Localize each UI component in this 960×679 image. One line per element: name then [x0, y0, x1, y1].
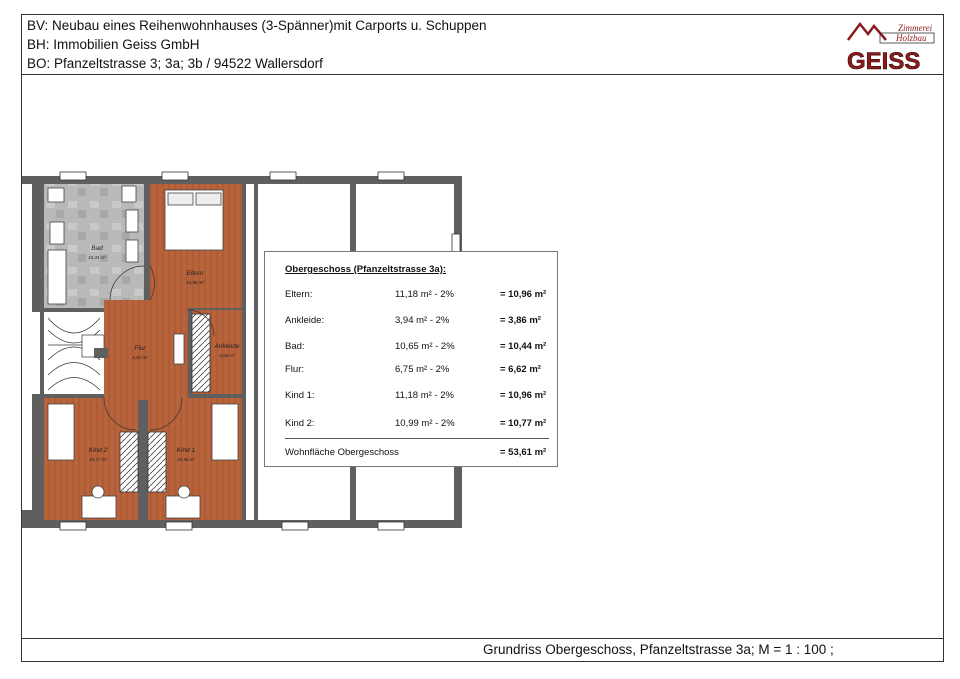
room-calc: 11,18 m² - 2%	[395, 289, 454, 300]
room-name: Kind 2:	[285, 418, 315, 429]
table-row	[285, 341, 547, 355]
footer-caption: Grundriss Obergeschoss, Pfanzeltstrasse 3a; M = 1 : 100 ;	[483, 642, 834, 657]
total-value: = 53,61 m²	[500, 447, 547, 458]
footer-bar	[21, 638, 944, 662]
shower	[50, 222, 64, 244]
logo-line1: Zimmerei	[898, 23, 933, 33]
logo-line2: Holzbau	[896, 33, 927, 43]
room-calc: 11,18 m² - 2%	[395, 390, 454, 401]
label-kind2: Kind 2	[88, 447, 108, 454]
label-ankleide: Ankleide	[214, 343, 240, 350]
desk-kind1	[166, 496, 200, 518]
area-table-title: Obergeschoss (Pfanzeltstrasse 3a):	[285, 264, 447, 275]
room-name: Eltern:	[285, 289, 313, 300]
total-row	[285, 447, 547, 461]
location-line: BO: Pfanzeltstrasse 3; 3a; 3b / 94522 Wallersdorf	[27, 56, 323, 71]
room-name: Kind 1:	[285, 390, 315, 401]
table-row	[285, 364, 547, 378]
desk-kind2	[82, 496, 116, 518]
area-kind1: 10,96 m²	[177, 457, 195, 462]
room-result: = 10,77 m²	[500, 418, 547, 429]
room-calc: 6,75 m² - 2%	[395, 364, 450, 375]
sink	[126, 210, 138, 232]
room-result: = 10,96 m²	[500, 289, 547, 300]
table-row	[285, 315, 547, 329]
label-bad: Bad	[91, 245, 103, 252]
label-eltern: Eltern	[186, 270, 204, 277]
table-row	[285, 390, 547, 404]
wardrobe-kind2	[120, 432, 138, 492]
bed-kind1	[212, 404, 238, 460]
logo-name: GEISS	[847, 48, 921, 74]
area-bad: 10,44 m²	[88, 255, 106, 260]
toilet	[48, 188, 64, 202]
room-name: Bad:	[285, 341, 305, 352]
label-kind1: Kind 1	[176, 447, 196, 454]
bed-eltern	[165, 190, 223, 250]
room-result: = 10,96 m²	[500, 390, 547, 401]
total-label: Wohnfläche Obergeschoss	[285, 447, 399, 458]
area-kind2: 10,77 m²	[89, 457, 107, 462]
room-result: = 6,62 m²	[500, 364, 541, 375]
area-eltern: 10,96 m²	[186, 280, 204, 285]
area-ankleide: 3,86 m²	[219, 353, 235, 358]
room-result: = 3,86 m²	[500, 315, 541, 326]
room-calc: 10,65 m² - 2%	[395, 341, 455, 352]
area-flur: 6,62 m²	[132, 355, 148, 360]
table-row	[285, 289, 547, 303]
room-name: Ankleide:	[285, 315, 325, 326]
bed-kind2	[48, 404, 74, 460]
wardrobe-kind1	[148, 432, 166, 492]
area-table	[264, 251, 558, 467]
room-result: = 10,44 m²	[500, 341, 547, 352]
wardrobe-ankleide	[192, 314, 210, 392]
client-line: BH: Immobilien Geiss GmbH	[27, 37, 200, 52]
label-flur: Flur	[134, 345, 146, 352]
table-divider	[285, 438, 549, 439]
room-name: Flur:	[285, 364, 304, 375]
project-line: BV: Neubau eines Reihenwohnhauses (3-Spänner)mit Carports u. Schuppen	[27, 18, 487, 33]
room-calc: 10,99 m² - 2%	[395, 418, 455, 429]
bathtub	[48, 250, 66, 304]
table-row	[285, 418, 547, 432]
room-calc: 3,94 m² - 2%	[395, 315, 450, 326]
